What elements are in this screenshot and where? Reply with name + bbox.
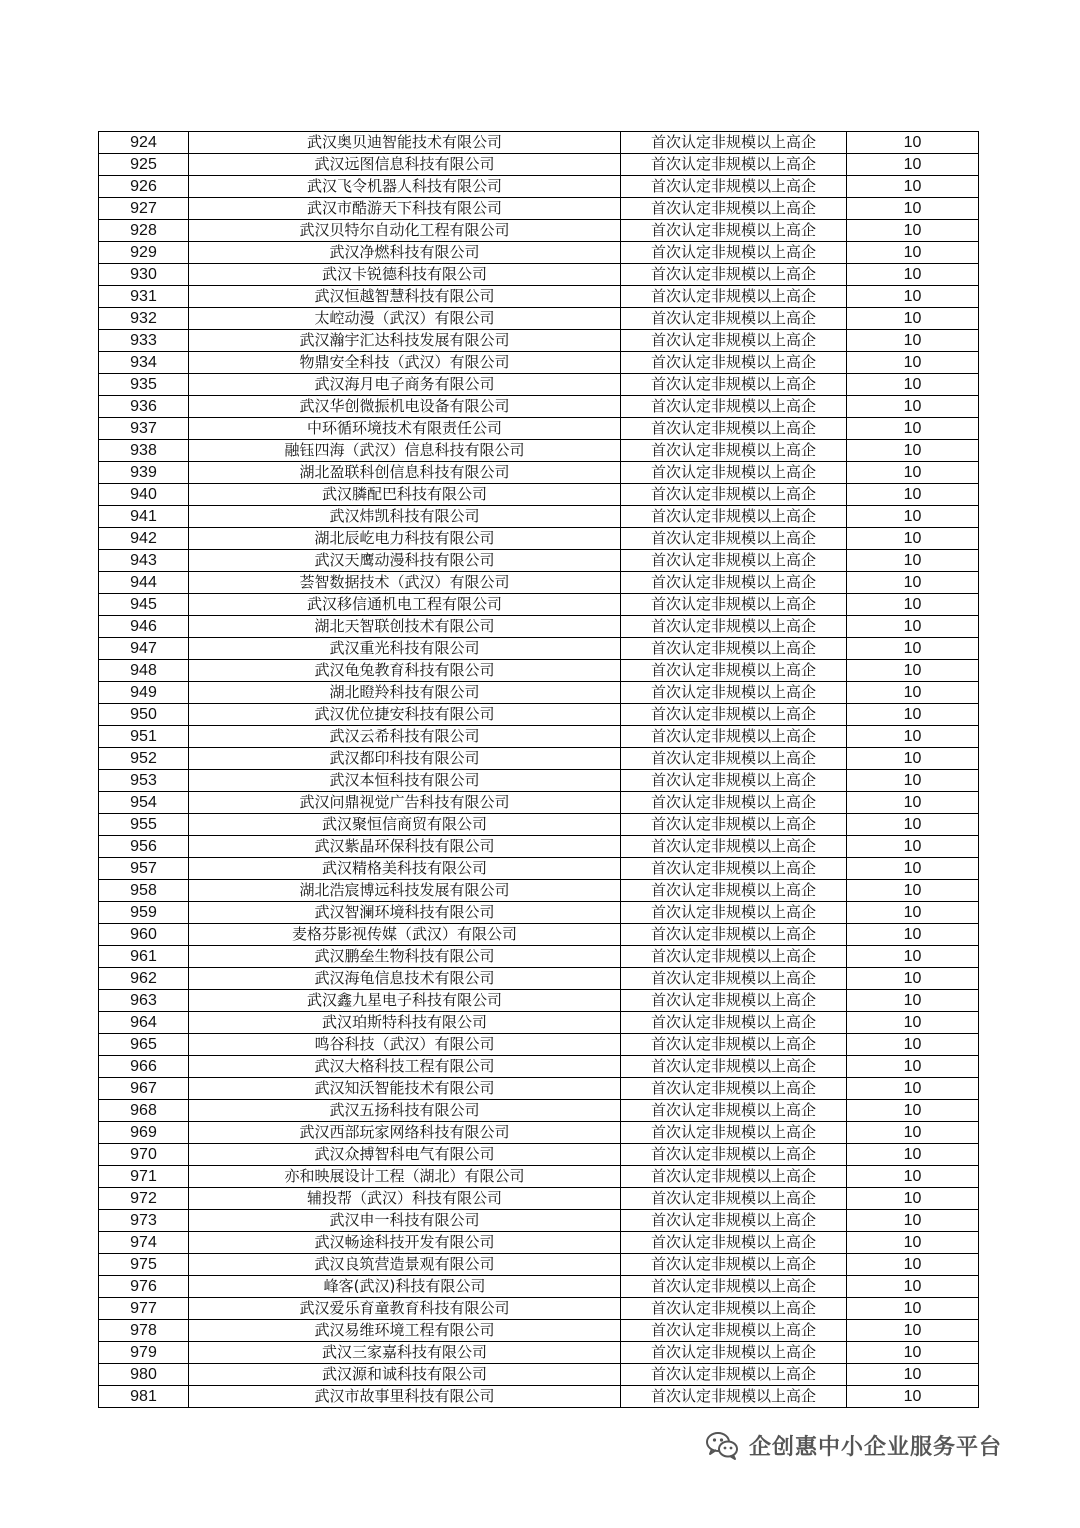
amount-cell: 10 [847, 1188, 979, 1210]
table-row [99, 616, 979, 638]
category-cell: 首次认定非规模以上高企 [621, 1166, 847, 1188]
table-row [99, 528, 979, 550]
row-number-cell: 926 [99, 176, 189, 198]
row-number-cell: 964 [99, 1012, 189, 1034]
category-cell: 首次认定非规模以上高企 [621, 1122, 847, 1144]
amount-cell: 10 [847, 308, 979, 330]
company-name-cell: 武汉良筑营造景观有限公司 [189, 1254, 621, 1276]
category-cell: 首次认定非规模以上高企 [621, 528, 847, 550]
row-number-cell: 946 [99, 616, 189, 638]
table-row [99, 726, 979, 748]
amount-cell: 10 [847, 198, 979, 220]
company-name-cell: 武汉问鼎视觉广告科技有限公司 [189, 792, 621, 814]
row-number-cell: 961 [99, 946, 189, 968]
category-cell: 首次认定非规模以上高企 [621, 770, 847, 792]
amount-cell: 10 [847, 572, 979, 594]
category-cell: 首次认定非规模以上高企 [621, 1298, 847, 1320]
table-row [99, 704, 979, 726]
company-name-cell: 武汉天鹰动漫科技有限公司 [189, 550, 621, 572]
amount-cell: 10 [847, 616, 979, 638]
table-body [99, 132, 979, 1408]
company-table [98, 131, 979, 1408]
table-row [99, 990, 979, 1012]
amount-cell: 10 [847, 1210, 979, 1232]
row-number-cell: 955 [99, 814, 189, 836]
company-name-cell: 湖北盈联科创信息科技有限公司 [189, 462, 621, 484]
amount-cell: 10 [847, 902, 979, 924]
row-number-cell: 976 [99, 1276, 189, 1298]
table-row [99, 1210, 979, 1232]
row-number-cell: 943 [99, 550, 189, 572]
amount-cell: 10 [847, 792, 979, 814]
company-name-cell: 武汉都印科技有限公司 [189, 748, 621, 770]
row-number-cell: 959 [99, 902, 189, 924]
category-cell: 首次认定非规模以上高企 [621, 1056, 847, 1078]
category-cell: 首次认定非规模以上高企 [621, 1188, 847, 1210]
company-name-cell: 武汉净燃科技有限公司 [189, 242, 621, 264]
company-name-cell: 武汉知沃智能技术有限公司 [189, 1078, 621, 1100]
company-name-cell: 中环循环境技术有限责任公司 [189, 418, 621, 440]
watermark [705, 1428, 1002, 1462]
category-cell: 首次认定非规模以上高企 [621, 902, 847, 924]
row-number-cell: 929 [99, 242, 189, 264]
table-row [99, 1144, 979, 1166]
amount-cell: 10 [847, 1012, 979, 1034]
category-cell: 首次认定非规模以上高企 [621, 1034, 847, 1056]
company-name-cell: 武汉五扬科技有限公司 [189, 1100, 621, 1122]
table-row [99, 1320, 979, 1342]
row-number-cell: 949 [99, 682, 189, 704]
category-cell: 首次认定非规模以上高企 [621, 1276, 847, 1298]
row-number-cell: 973 [99, 1210, 189, 1232]
table-row [99, 660, 979, 682]
watermark-text: 企创惠中小企业服务平台 [749, 1434, 1003, 1460]
category-cell: 首次认定非规模以上高企 [621, 484, 847, 506]
amount-cell: 10 [847, 1276, 979, 1298]
amount-cell: 10 [847, 1034, 979, 1056]
table-row [99, 1056, 979, 1078]
amount-cell: 10 [847, 1342, 979, 1364]
amount-cell: 10 [847, 946, 979, 968]
amount-cell: 10 [847, 220, 979, 242]
amount-cell: 10 [847, 396, 979, 418]
category-cell: 首次认定非规模以上高企 [621, 220, 847, 242]
company-name-cell: 湖北天智联创技术有限公司 [189, 616, 621, 638]
amount-cell: 10 [847, 1320, 979, 1342]
company-name-cell: 武汉恒越智慧科技有限公司 [189, 286, 621, 308]
table-row [99, 308, 979, 330]
category-cell: 首次认定非规模以上高企 [621, 1254, 847, 1276]
category-cell: 首次认定非规模以上高企 [621, 572, 847, 594]
row-number-cell: 950 [99, 704, 189, 726]
table-row [99, 286, 979, 308]
category-cell: 首次认定非规模以上高企 [621, 396, 847, 418]
company-name-cell: 武汉本恒科技有限公司 [189, 770, 621, 792]
company-name-cell: 湖北浩宸博远科技发展有限公司 [189, 880, 621, 902]
row-number-cell: 932 [99, 308, 189, 330]
amount-cell: 10 [847, 374, 979, 396]
company-name-cell: 武汉华创微振机电设备有限公司 [189, 396, 621, 418]
row-number-cell: 972 [99, 1188, 189, 1210]
category-cell: 首次认定非规模以上高企 [621, 308, 847, 330]
row-number-cell: 979 [99, 1342, 189, 1364]
table-row [99, 1100, 979, 1122]
table-row [99, 594, 979, 616]
company-name-cell: 鸣谷科技（武汉）有限公司 [189, 1034, 621, 1056]
amount-cell: 10 [847, 924, 979, 946]
amount-cell: 10 [847, 1386, 979, 1408]
category-cell: 首次认定非规模以上高企 [621, 594, 847, 616]
company-name-cell: 武汉申一科技有限公司 [189, 1210, 621, 1232]
amount-cell: 10 [847, 242, 979, 264]
table-row [99, 836, 979, 858]
table-row [99, 1078, 979, 1100]
row-number-cell: 928 [99, 220, 189, 242]
table-row [99, 682, 979, 704]
company-name-cell: 武汉三家嘉科技有限公司 [189, 1342, 621, 1364]
company-name-cell: 亦和映展设计工程（湖北）有限公司 [189, 1166, 621, 1188]
company-name-cell: 太崆动漫（武汉）有限公司 [189, 308, 621, 330]
table-row [99, 418, 979, 440]
category-cell: 首次认定非规模以上高企 [621, 352, 847, 374]
amount-cell: 10 [847, 550, 979, 572]
table-row [99, 968, 979, 990]
company-name-cell: 麦格芬影视传媒（武汉）有限公司 [189, 924, 621, 946]
amount-cell: 10 [847, 1232, 979, 1254]
category-cell: 首次认定非规模以上高企 [621, 176, 847, 198]
category-cell: 首次认定非规模以上高企 [621, 704, 847, 726]
category-cell: 首次认定非规模以上高企 [621, 264, 847, 286]
company-name-cell: 武汉膦配巴科技有限公司 [189, 484, 621, 506]
row-number-cell: 951 [99, 726, 189, 748]
row-number-cell: 957 [99, 858, 189, 880]
row-number-cell: 927 [99, 198, 189, 220]
table-row [99, 792, 979, 814]
company-name-cell: 武汉瀚宇汇达科技发展有限公司 [189, 330, 621, 352]
row-number-cell: 954 [99, 792, 189, 814]
company-name-cell: 武汉优位捷安科技有限公司 [189, 704, 621, 726]
amount-cell: 10 [847, 154, 979, 176]
category-cell: 首次认定非规模以上高企 [621, 638, 847, 660]
table-row [99, 572, 979, 594]
row-number-cell: 939 [99, 462, 189, 484]
category-cell: 首次认定非规模以上高企 [621, 1342, 847, 1364]
amount-cell: 10 [847, 1364, 979, 1386]
table-row [99, 198, 979, 220]
company-name-cell: 武汉源和诚科技有限公司 [189, 1364, 621, 1386]
row-number-cell: 924 [99, 132, 189, 154]
category-cell: 首次认定非规模以上高企 [621, 748, 847, 770]
table-row [99, 902, 979, 924]
company-name-cell: 武汉贝特尔自动化工程有限公司 [189, 220, 621, 242]
amount-cell: 10 [847, 682, 979, 704]
wechat-icon [705, 1428, 739, 1462]
company-name-cell: 武汉易维环境工程有限公司 [189, 1320, 621, 1342]
amount-cell: 10 [847, 1078, 979, 1100]
amount-cell: 10 [847, 814, 979, 836]
amount-cell: 10 [847, 1166, 979, 1188]
company-name-cell: 武汉聚恒信商贸有限公司 [189, 814, 621, 836]
company-name-cell: 武汉云希科技有限公司 [189, 726, 621, 748]
table-row [99, 462, 979, 484]
row-number-cell: 953 [99, 770, 189, 792]
row-number-cell: 978 [99, 1320, 189, 1342]
amount-cell: 10 [847, 704, 979, 726]
amount-cell: 10 [847, 506, 979, 528]
company-name-cell: 武汉海月电子商务有限公司 [189, 374, 621, 396]
category-cell: 首次认定非规模以上高企 [621, 550, 847, 572]
category-cell: 首次认定非规模以上高企 [621, 330, 847, 352]
row-number-cell: 965 [99, 1034, 189, 1056]
row-number-cell: 933 [99, 330, 189, 352]
row-number-cell: 940 [99, 484, 189, 506]
category-cell: 首次认定非规模以上高企 [621, 836, 847, 858]
amount-cell: 10 [847, 264, 979, 286]
table-row [99, 176, 979, 198]
row-number-cell: 947 [99, 638, 189, 660]
table-row [99, 1034, 979, 1056]
row-number-cell: 975 [99, 1254, 189, 1276]
category-cell: 首次认定非规模以上高企 [621, 132, 847, 154]
table-row [99, 946, 979, 968]
category-cell: 首次认定非规模以上高企 [621, 924, 847, 946]
category-cell: 首次认定非规模以上高企 [621, 1364, 847, 1386]
table-row [99, 132, 979, 154]
row-number-cell: 930 [99, 264, 189, 286]
company-name-cell: 武汉炜凯科技有限公司 [189, 506, 621, 528]
company-name-cell: 峰客(武汉)科技有限公司 [189, 1276, 621, 1298]
table-row [99, 1342, 979, 1364]
table-row [99, 374, 979, 396]
category-cell: 首次认定非规模以上高企 [621, 1232, 847, 1254]
row-number-cell: 968 [99, 1100, 189, 1122]
company-name-cell: 武汉市故事里科技有限公司 [189, 1386, 621, 1408]
row-number-cell: 962 [99, 968, 189, 990]
category-cell: 首次认定非规模以上高企 [621, 792, 847, 814]
company-name-cell: 武汉众搏智科电气有限公司 [189, 1144, 621, 1166]
row-number-cell: 935 [99, 374, 189, 396]
company-name-cell: 武汉鑫九星电子科技有限公司 [189, 990, 621, 1012]
category-cell: 首次认定非规模以上高企 [621, 858, 847, 880]
company-name-cell: 武汉奥贝迪智能技术有限公司 [189, 132, 621, 154]
amount-cell: 10 [847, 968, 979, 990]
amount-cell: 10 [847, 660, 979, 682]
row-number-cell: 936 [99, 396, 189, 418]
category-cell: 首次认定非规模以上高企 [621, 1386, 847, 1408]
row-number-cell: 980 [99, 1364, 189, 1386]
table-row [99, 220, 979, 242]
table-row [99, 154, 979, 176]
company-name-cell: 武汉畅途科技开发有限公司 [189, 1232, 621, 1254]
company-name-cell: 湖北瞪羚科技有限公司 [189, 682, 621, 704]
company-name-cell: 武汉紫晶环保科技有限公司 [189, 836, 621, 858]
amount-cell: 10 [847, 726, 979, 748]
amount-cell: 10 [847, 1254, 979, 1276]
company-name-cell: 武汉精格美科技有限公司 [189, 858, 621, 880]
amount-cell: 10 [847, 352, 979, 374]
category-cell: 首次认定非规模以上高企 [621, 946, 847, 968]
amount-cell: 10 [847, 528, 979, 550]
category-cell: 首次认定非规模以上高企 [621, 462, 847, 484]
amount-cell: 10 [847, 1100, 979, 1122]
company-name-cell: 武汉市酷游天下科技有限公司 [189, 198, 621, 220]
row-number-cell: 971 [99, 1166, 189, 1188]
row-number-cell: 942 [99, 528, 189, 550]
category-cell: 首次认定非规模以上高企 [621, 880, 847, 902]
category-cell: 首次认定非规模以上高企 [621, 418, 847, 440]
company-name-cell: 荟智数据技术（武汉）有限公司 [189, 572, 621, 594]
company-name-cell: 湖北辰屹电力科技有限公司 [189, 528, 621, 550]
category-cell: 首次认定非规模以上高企 [621, 1210, 847, 1232]
amount-cell: 10 [847, 330, 979, 352]
company-name-cell: 武汉卡锐德科技有限公司 [189, 264, 621, 286]
company-name-cell: 武汉龟兔教育科技有限公司 [189, 660, 621, 682]
table-row [99, 638, 979, 660]
amount-cell: 10 [847, 176, 979, 198]
amount-cell: 10 [847, 1144, 979, 1166]
company-name-cell: 武汉爱乐育童教育科技有限公司 [189, 1298, 621, 1320]
category-cell: 首次认定非规模以上高企 [621, 1078, 847, 1100]
amount-cell: 10 [847, 1298, 979, 1320]
table-row [99, 352, 979, 374]
table-row [99, 396, 979, 418]
row-number-cell: 952 [99, 748, 189, 770]
table-row [99, 1254, 979, 1276]
company-name-cell: 武汉重光科技有限公司 [189, 638, 621, 660]
row-number-cell: 967 [99, 1078, 189, 1100]
table-row [99, 330, 979, 352]
table-row [99, 242, 979, 264]
row-number-cell: 948 [99, 660, 189, 682]
category-cell: 首次认定非规模以上高企 [621, 242, 847, 264]
amount-cell: 10 [847, 594, 979, 616]
row-number-cell: 945 [99, 594, 189, 616]
company-name-cell: 武汉智澜环境科技有限公司 [189, 902, 621, 924]
row-number-cell: 938 [99, 440, 189, 462]
category-cell: 首次认定非规模以上高企 [621, 154, 847, 176]
table-row [99, 440, 979, 462]
category-cell: 首次认定非规模以上高企 [621, 1012, 847, 1034]
category-cell: 首次认定非规模以上高企 [621, 726, 847, 748]
row-number-cell: 944 [99, 572, 189, 594]
table-row [99, 1276, 979, 1298]
table-row [99, 748, 979, 770]
category-cell: 首次认定非规模以上高企 [621, 1144, 847, 1166]
table-row [99, 770, 979, 792]
amount-cell: 10 [847, 638, 979, 660]
amount-cell: 10 [847, 132, 979, 154]
amount-cell: 10 [847, 836, 979, 858]
company-name-cell: 辅投帮（武汉）科技有限公司 [189, 1188, 621, 1210]
company-name-cell: 武汉海龟信息技术有限公司 [189, 968, 621, 990]
company-name-cell: 武汉珀斯特科技有限公司 [189, 1012, 621, 1034]
category-cell: 首次认定非规模以上高企 [621, 1320, 847, 1342]
category-cell: 首次认定非规模以上高企 [621, 682, 847, 704]
table-row [99, 1166, 979, 1188]
amount-cell: 10 [847, 770, 979, 792]
row-number-cell: 981 [99, 1386, 189, 1408]
row-number-cell: 977 [99, 1298, 189, 1320]
company-name-cell: 武汉飞令机器人科技有限公司 [189, 176, 621, 198]
amount-cell: 10 [847, 858, 979, 880]
row-number-cell: 937 [99, 418, 189, 440]
row-number-cell: 969 [99, 1122, 189, 1144]
category-cell: 首次认定非规模以上高企 [621, 990, 847, 1012]
table-row [99, 1188, 979, 1210]
row-number-cell: 956 [99, 836, 189, 858]
row-number-cell: 941 [99, 506, 189, 528]
row-number-cell: 963 [99, 990, 189, 1012]
amount-cell: 10 [847, 748, 979, 770]
category-cell: 首次认定非规模以上高企 [621, 440, 847, 462]
table-row [99, 1298, 979, 1320]
category-cell: 首次认定非规模以上高企 [621, 506, 847, 528]
amount-cell: 10 [847, 484, 979, 506]
amount-cell: 10 [847, 286, 979, 308]
amount-cell: 10 [847, 462, 979, 484]
company-name-cell: 武汉远图信息科技有限公司 [189, 154, 621, 176]
table-row [99, 264, 979, 286]
row-number-cell: 925 [99, 154, 189, 176]
company-name-cell: 武汉移信通机电工程有限公司 [189, 594, 621, 616]
amount-cell: 10 [847, 418, 979, 440]
amount-cell: 10 [847, 880, 979, 902]
amount-cell: 10 [847, 990, 979, 1012]
category-cell: 首次认定非规模以上高企 [621, 198, 847, 220]
category-cell: 首次认定非规模以上高企 [621, 374, 847, 396]
table-row [99, 1012, 979, 1034]
table-row [99, 1122, 979, 1144]
amount-cell: 10 [847, 440, 979, 462]
table-row [99, 1232, 979, 1254]
company-name-cell: 武汉西部玩家网络科技有限公司 [189, 1122, 621, 1144]
category-cell: 首次认定非规模以上高企 [621, 616, 847, 638]
row-number-cell: 970 [99, 1144, 189, 1166]
row-number-cell: 958 [99, 880, 189, 902]
table-row [99, 814, 979, 836]
category-cell: 首次认定非规模以上高企 [621, 1100, 847, 1122]
company-name-cell: 武汉大格科技工程有限公司 [189, 1056, 621, 1078]
table-row [99, 506, 979, 528]
table-row [99, 858, 979, 880]
category-cell: 首次认定非规模以上高企 [621, 660, 847, 682]
table-row [99, 1386, 979, 1408]
category-cell: 首次认定非规模以上高企 [621, 968, 847, 990]
company-name-cell: 武汉鹏垒生物科技有限公司 [189, 946, 621, 968]
company-name-cell: 物鼎安全科技（武汉）有限公司 [189, 352, 621, 374]
category-cell: 首次认定非规模以上高企 [621, 286, 847, 308]
amount-cell: 10 [847, 1122, 979, 1144]
table-row [99, 924, 979, 946]
amount-cell: 10 [847, 1056, 979, 1078]
row-number-cell: 934 [99, 352, 189, 374]
table-row [99, 1364, 979, 1386]
category-cell: 首次认定非规模以上高企 [621, 814, 847, 836]
row-number-cell: 931 [99, 286, 189, 308]
company-name-cell: 融钰四海（武汉）信息科技有限公司 [189, 440, 621, 462]
table-row [99, 484, 979, 506]
table-row [99, 550, 979, 572]
table-row [99, 880, 979, 902]
row-number-cell: 966 [99, 1056, 189, 1078]
row-number-cell: 974 [99, 1232, 189, 1254]
row-number-cell: 960 [99, 924, 189, 946]
